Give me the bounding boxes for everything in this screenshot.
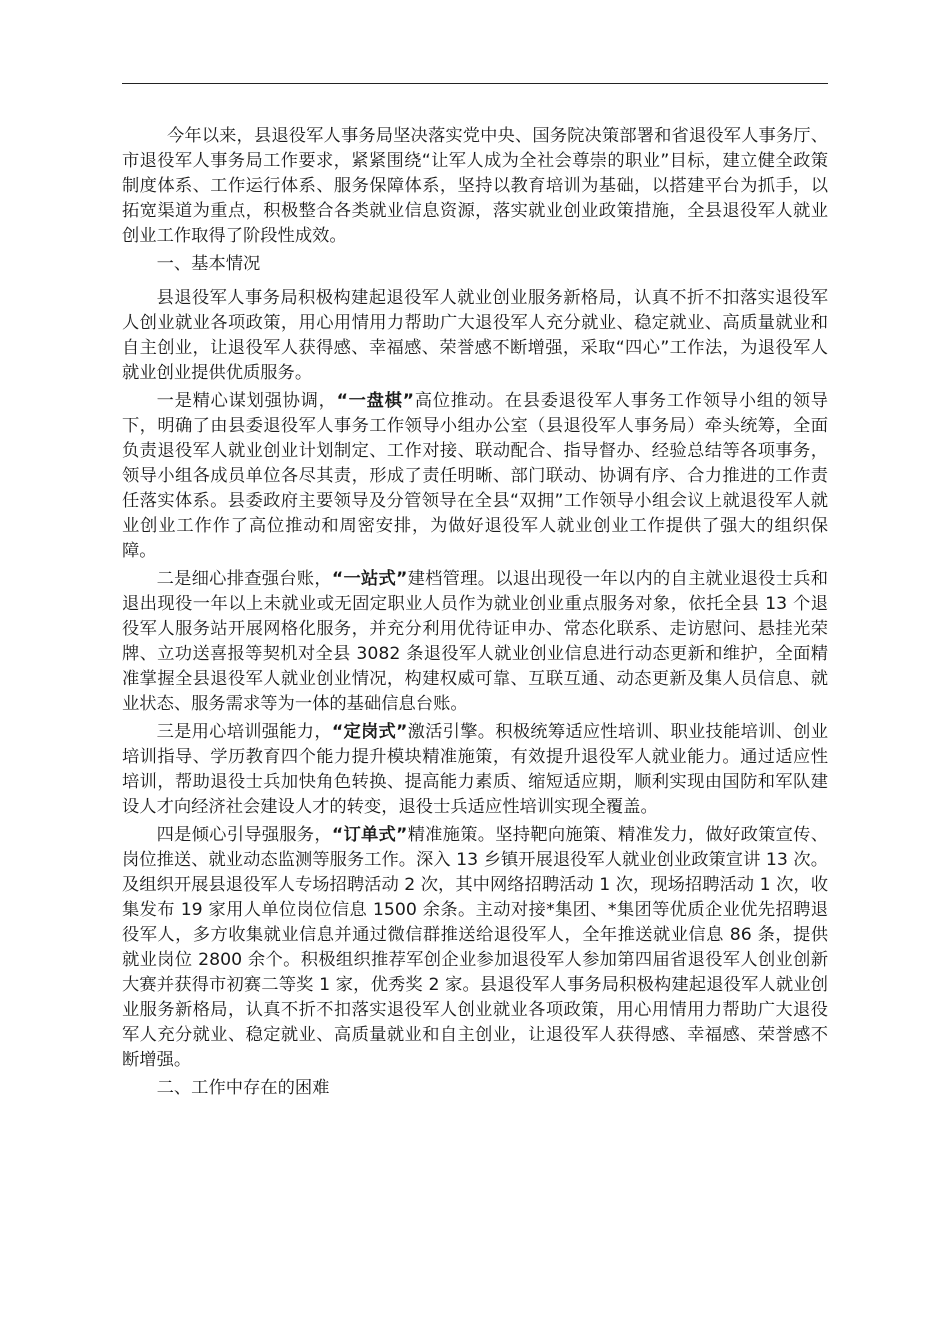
header-divider (122, 83, 828, 84)
intro-paragraph: 今年以来，县退役军人事务局坚决落实党中央、国务院决策部署和省退役军人事务厅、市退役军人事务局工作要求，紧紧围绕“让军人成为全社会尊崇的职业”目标，建立健全政策制度体系、工作运行体系、服务保障体系，坚持以教育培训为基础，以搭建平台为抓手，以拓宽渠道为重点，积极整合各类就业信息资源，落实就业创业政策措施，全县退役军人就业创业工作取得了阶段性成效。 (122, 126, 828, 246)
measure-2-text: 建档管理。以退出现役一年以内的自主就业退役士兵和退出现役一年以上未就业或无固定职业人员作为就业创业重点服务对象，依托全县 13 个退役军人服务站开展网格化服务，并充分利用优待证申办、常态化联系、走访慰问、悬挂光荣牌、立功送喜报等契机对全县 3082 条退役军人就业创业信息进行动态更新和维护，全面精准掌握全县退役军人就业创业情况，构建权威可靠、互联互通、动态更新及集人员信息、就业状态、服务需求等为一体的基础信息台账。 (122, 569, 828, 714)
measure-paragraph-4 (122, 823, 828, 1073)
measure-4-keyword: “订单式” (331, 825, 408, 845)
measure-2-keyword: “一站式” (331, 569, 408, 589)
measure-paragraph-1 (122, 389, 828, 564)
basic-situation-paragraph: 县退役军人事务局积极构建起退役军人就业创业服务新格局，认真不折不扣落实退役军人创业就业各项政策，用心用情用力帮助广大退役军人充分就业、稳定就业、高质量就业和自主创业，让退役军人获得感、幸福感、荣誉感不断增强，采取“四心”工作法，为退役军人就业创业提供优质服务。 (122, 288, 828, 383)
measure-paragraph-3 (122, 720, 828, 820)
measure-paragraph-2 (122, 567, 828, 717)
measure-1-text: 高位推动。在县委退役军人事务工作领导小组的领导下，明确了由县委退役军人事务工作领导小组办公室（县退役军人事务局）牵头统筹，全面负责退役军人就业创业计划制定、工作对接、联动配合、指导督办、经验总结等各项事务，领导小组各成员单位各尽其责，形成了责任明晰、部门联动、协调有序、合力推进的工作责任落实体系。县委政府主要领导及分管领导在全县“双拥”工作领导小组会议上就退役军人就业创业工作作了高位推动和周密安排，为做好退役军人就业创业工作提供了强大的组织保障。 (122, 391, 828, 561)
measure-2-lead: 二是细心排查强台账， (156, 569, 332, 589)
measure-3-lead: 三是用心培训强能力， (156, 722, 332, 742)
document-body (122, 124, 828, 1110)
measure-1-keyword: “一盘棋” (336, 391, 415, 411)
measure-3-keyword: “定岗式” (331, 722, 408, 742)
measure-1-lead: 一是精心谋划强协调， (156, 391, 337, 411)
section-heading-difficulties: 二、工作中存在的困难 (156, 1078, 330, 1098)
section-heading-basic-situation: 一、基本情况 (156, 254, 261, 274)
measure-3-text: 激活引擎。积极统筹适应性培训、职业技能培训、创业培训指导、学历教育四个能力提升模块精准施策，有效提升退役军人就业能力。通过适应性培训，帮助退役士兵加快角色转换、提高能力素质、缩短适应期，顺利实现由国防和军队建设人才向经济社会建设人才的转变，退役士兵适应性培训实现全覆盖。 (122, 722, 828, 817)
measure-4-lead: 四是倾心引导强服务， (156, 825, 332, 845)
measure-4-text: 精准施策。坚持靶向施策、精准发力，做好政策宣传、岗位推送、就业动态监测等服务工作。深入 13 乡镇开展退役军人就业创业政策宣讲 13 次。及组织开展县退役军人专场招聘活动 2 次，其中网络招聘活动 1 次，现场招聘活动 1 次，收集发布 19 家用人单位岗位信息 1500 余条。主动对接*集团、*集团等优质企业优先招聘退役军人，多方收集就业信息并通过微信群推送给退役军人，全年推送就业信息 86 条，提供就业岗位 2800 余个。积极组织推荐军创企业参加退役军人参加第四届省退役军人创业创新大赛并获得市初赛二等奖 1 家，优秀奖 2 家。县退役军人事务局积极构建起退役军人就业创业服务新格局，认真不折不扣落实退役军人创业就业各项政策，用心用情用力帮助广大退役军人充分就业、稳定就业、高质量就业和自主创业，让退役军人获得感、幸福感、荣誉感不断增强。 (122, 825, 828, 1070)
